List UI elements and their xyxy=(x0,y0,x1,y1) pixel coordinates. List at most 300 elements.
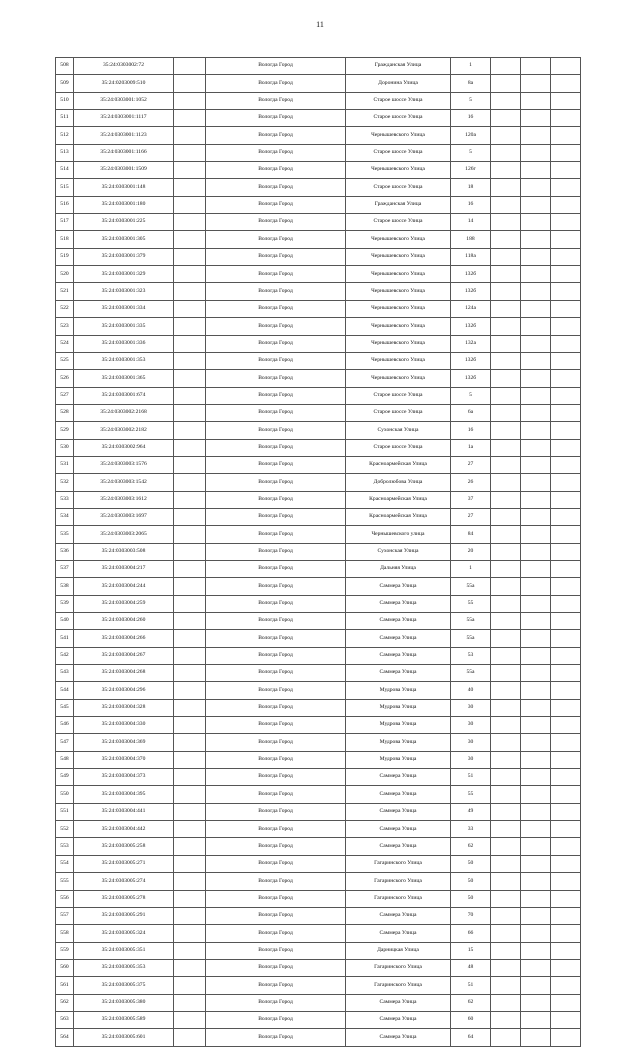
empty-cell xyxy=(174,439,206,456)
street-cell: Старое шоссе Улица xyxy=(346,439,451,456)
row-number-cell: 524 xyxy=(56,335,74,352)
empty-cell xyxy=(521,370,551,387)
table-row xyxy=(56,92,581,109)
empty-cell xyxy=(491,352,521,369)
empty-cell xyxy=(491,543,521,560)
empty-cell xyxy=(551,751,581,768)
street-cell: Чернышевского Улица xyxy=(346,248,451,265)
empty-cell xyxy=(521,300,551,317)
table-row xyxy=(56,821,581,838)
empty-cell xyxy=(174,543,206,560)
empty-cell xyxy=(174,335,206,352)
empty-cell xyxy=(174,873,206,890)
row-number-cell: 515 xyxy=(56,179,74,196)
empty-cell xyxy=(521,595,551,612)
table-row xyxy=(56,665,581,682)
table-row xyxy=(56,110,581,127)
row-number-cell: 554 xyxy=(56,855,74,872)
empty-cell xyxy=(551,456,581,473)
empty-cell xyxy=(491,162,521,179)
empty-cell xyxy=(551,248,581,265)
city-cell: Вологда Город xyxy=(206,786,346,803)
empty-cell xyxy=(551,1011,581,1028)
cadastral-number-cell: 35:24:0303001:335 xyxy=(74,318,174,335)
empty-cell xyxy=(174,907,206,924)
empty-cell xyxy=(491,92,521,109)
house-number-cell: 132а xyxy=(451,335,491,352)
empty-cell xyxy=(174,318,206,335)
empty-cell xyxy=(491,977,521,994)
empty-cell xyxy=(174,717,206,734)
empty-cell xyxy=(551,769,581,786)
city-cell: Вологда Город xyxy=(206,838,346,855)
cadastral-number-cell: 35:24:0303002:2182 xyxy=(74,422,174,439)
cadastral-number-cell: 35:24:0303005:351 xyxy=(74,942,174,959)
table-row xyxy=(56,1029,581,1046)
table-row xyxy=(56,595,581,612)
empty-cell xyxy=(551,404,581,421)
city-cell: Вологда Город xyxy=(206,439,346,456)
table-row xyxy=(56,942,581,959)
cadastral-number-cell: 35:24:0303004:244 xyxy=(74,578,174,595)
row-number-cell: 548 xyxy=(56,751,74,768)
street-cell: Дальняя Улица xyxy=(346,560,451,577)
street-cell: Доронина Улица xyxy=(346,75,451,92)
empty-cell xyxy=(174,196,206,213)
empty-cell xyxy=(491,526,521,543)
empty-cell xyxy=(174,977,206,994)
street-cell: Саммера Улица xyxy=(346,994,451,1011)
street-cell: Дарницкая Улица xyxy=(346,942,451,959)
empty-cell xyxy=(551,994,581,1011)
row-number-cell: 544 xyxy=(56,682,74,699)
city-cell: Вологда Город xyxy=(206,422,346,439)
empty-cell xyxy=(551,682,581,699)
table-row xyxy=(56,179,581,196)
city-cell: Вологда Город xyxy=(206,734,346,751)
empty-cell xyxy=(551,838,581,855)
empty-cell xyxy=(551,717,581,734)
table-row xyxy=(56,127,581,144)
empty-cell xyxy=(491,786,521,803)
city-cell: Вологда Город xyxy=(206,907,346,924)
empty-cell xyxy=(551,283,581,300)
table-row xyxy=(56,144,581,161)
table-row xyxy=(56,370,581,387)
empty-cell xyxy=(551,266,581,283)
table-row xyxy=(56,318,581,335)
street-cell: Сухонская Улица xyxy=(346,422,451,439)
empty-cell xyxy=(491,335,521,352)
house-number-cell: 8а xyxy=(451,75,491,92)
house-number-cell: 27 xyxy=(451,508,491,525)
row-number-cell: 562 xyxy=(56,994,74,1011)
empty-cell xyxy=(551,855,581,872)
empty-cell xyxy=(551,110,581,127)
empty-cell xyxy=(551,907,581,924)
city-cell: Вологда Город xyxy=(206,127,346,144)
empty-cell xyxy=(491,196,521,213)
empty-cell xyxy=(521,751,551,768)
house-number-cell: 14 xyxy=(451,214,491,231)
street-cell: Саммера Улица xyxy=(346,578,451,595)
empty-cell xyxy=(491,699,521,716)
empty-cell xyxy=(551,439,581,456)
street-cell: Чернышевского Улица xyxy=(346,318,451,335)
table-row xyxy=(56,647,581,664)
row-number-cell: 561 xyxy=(56,977,74,994)
street-cell: Мудрова Улица xyxy=(346,682,451,699)
cadastral-number-cell: 35:24:0303005:271 xyxy=(74,855,174,872)
street-cell: Старое шоссе Улица xyxy=(346,387,451,404)
house-number-cell: 55а xyxy=(451,578,491,595)
row-number-cell: 557 xyxy=(56,907,74,924)
empty-cell xyxy=(174,352,206,369)
house-number-cell: 48 xyxy=(451,959,491,976)
row-number-cell: 526 xyxy=(56,370,74,387)
house-number-cell: 118а xyxy=(451,248,491,265)
house-number-cell: 55 xyxy=(451,786,491,803)
row-number-cell: 549 xyxy=(56,769,74,786)
street-cell: Старое шоссе Улица xyxy=(346,144,451,161)
row-number-cell: 535 xyxy=(56,526,74,543)
city-cell: Вологда Город xyxy=(206,179,346,196)
empty-cell xyxy=(521,456,551,473)
empty-cell xyxy=(491,144,521,161)
house-number-cell: 26 xyxy=(451,474,491,491)
empty-cell xyxy=(521,508,551,525)
street-cell: Чернышевского улица xyxy=(346,526,451,543)
cadastral-number-cell: 35:24:0303003:1576 xyxy=(74,456,174,473)
empty-cell xyxy=(521,1011,551,1028)
empty-cell xyxy=(521,196,551,213)
row-number-cell: 551 xyxy=(56,803,74,820)
empty-cell xyxy=(551,578,581,595)
city-cell: Вологда Город xyxy=(206,456,346,473)
empty-cell xyxy=(174,110,206,127)
registry-rows xyxy=(56,58,581,1047)
cadastral-number-cell: 35:24:0303001:365 xyxy=(74,370,174,387)
row-number-cell: 508 xyxy=(56,58,74,75)
row-number-cell: 547 xyxy=(56,734,74,751)
street-cell: Гражданская Улица xyxy=(346,58,451,75)
empty-cell xyxy=(521,682,551,699)
table-row xyxy=(56,526,581,543)
empty-cell xyxy=(551,699,581,716)
row-number-cell: 532 xyxy=(56,474,74,491)
street-cell: Добролюбова Улица xyxy=(346,474,451,491)
house-number-cell: 18 xyxy=(451,179,491,196)
empty-cell xyxy=(491,942,521,959)
empty-cell xyxy=(174,283,206,300)
house-number-cell: 49 xyxy=(451,803,491,820)
empty-cell xyxy=(491,1011,521,1028)
street-cell: Саммера Улица xyxy=(346,907,451,924)
empty-cell xyxy=(521,110,551,127)
empty-cell xyxy=(521,855,551,872)
empty-cell xyxy=(174,751,206,768)
house-number-cell: 64 xyxy=(451,1029,491,1046)
row-number-cell: 523 xyxy=(56,318,74,335)
empty-cell xyxy=(491,248,521,265)
empty-cell xyxy=(521,803,551,820)
cadastral-number-cell: 35:24:0303004:441 xyxy=(74,803,174,820)
empty-cell xyxy=(491,58,521,75)
house-number-cell: 60 xyxy=(451,1011,491,1028)
cadastral-number-cell: 35:24:0303003:1697 xyxy=(74,508,174,525)
empty-cell xyxy=(551,786,581,803)
table-row xyxy=(56,578,581,595)
table-row xyxy=(56,560,581,577)
street-cell: Саммера Улица xyxy=(346,821,451,838)
row-number-cell: 530 xyxy=(56,439,74,456)
empty-cell xyxy=(174,838,206,855)
empty-cell xyxy=(491,994,521,1011)
empty-cell xyxy=(491,127,521,144)
empty-cell xyxy=(521,543,551,560)
empty-cell xyxy=(174,248,206,265)
row-number-cell: 533 xyxy=(56,491,74,508)
house-number-cell: 62 xyxy=(451,994,491,1011)
row-number-cell: 516 xyxy=(56,196,74,213)
house-number-cell: 66 xyxy=(451,925,491,942)
empty-cell xyxy=(174,613,206,630)
cadastral-number-cell: 35:24:0303005:375 xyxy=(74,977,174,994)
empty-cell xyxy=(521,214,551,231)
empty-cell xyxy=(551,474,581,491)
house-number-cell: 55а xyxy=(451,665,491,682)
city-cell: Вологда Город xyxy=(206,352,346,369)
empty-cell xyxy=(551,508,581,525)
empty-cell xyxy=(521,231,551,248)
table-row xyxy=(56,404,581,421)
city-cell: Вологда Город xyxy=(206,647,346,664)
street-cell: Чернышевского Улица xyxy=(346,352,451,369)
row-number-cell: 512 xyxy=(56,127,74,144)
table-row xyxy=(56,387,581,404)
empty-cell xyxy=(174,630,206,647)
house-number-cell: 5 xyxy=(451,387,491,404)
row-number-cell: 531 xyxy=(56,456,74,473)
street-cell: Старое шоссе Улица xyxy=(346,214,451,231)
empty-cell xyxy=(521,994,551,1011)
empty-cell xyxy=(521,526,551,543)
table-row xyxy=(56,231,581,248)
house-number-cell: 30 xyxy=(451,751,491,768)
street-cell: Чернышевского Улица xyxy=(346,266,451,283)
cadastral-number-cell: 35:24:0303001:1509 xyxy=(74,162,174,179)
empty-cell xyxy=(521,58,551,75)
city-cell: Вологда Город xyxy=(206,925,346,942)
city-cell: Вологда Город xyxy=(206,560,346,577)
table-row xyxy=(56,422,581,439)
table-row xyxy=(56,769,581,786)
empty-cell xyxy=(491,717,521,734)
empty-cell xyxy=(491,682,521,699)
street-cell: Саммера Улица xyxy=(346,803,451,820)
table-row xyxy=(56,786,581,803)
city-cell: Вологда Город xyxy=(206,283,346,300)
empty-cell xyxy=(174,1029,206,1046)
empty-cell xyxy=(521,75,551,92)
city-cell: Вологда Город xyxy=(206,977,346,994)
empty-cell xyxy=(551,560,581,577)
cadastral-number-cell: 35:24:0303005:589 xyxy=(74,1011,174,1028)
table-row xyxy=(56,352,581,369)
cadastral-number-cell: 35:24:0303001:1123 xyxy=(74,127,174,144)
city-cell: Вологда Город xyxy=(206,890,346,907)
empty-cell xyxy=(551,318,581,335)
house-number-cell: 132б xyxy=(451,318,491,335)
cadastral-number-cell: 35:24:0303004:395 xyxy=(74,786,174,803)
empty-cell xyxy=(551,543,581,560)
street-cell: Гагаринского Улица xyxy=(346,873,451,890)
table-row xyxy=(56,873,581,890)
cadastral-number-cell: 35:24:0303005:291 xyxy=(74,907,174,924)
empty-cell xyxy=(551,179,581,196)
empty-cell xyxy=(521,162,551,179)
house-number-cell: 16 xyxy=(451,110,491,127)
cadastral-number-cell: 35:24:0303001:334 xyxy=(74,300,174,317)
cadastral-number-cell: 35:24:0303002:72 xyxy=(74,58,174,75)
empty-cell xyxy=(174,266,206,283)
empty-cell xyxy=(491,110,521,127)
house-number-cell: 37 xyxy=(451,491,491,508)
empty-cell xyxy=(174,214,206,231)
city-cell: Вологда Город xyxy=(206,144,346,161)
empty-cell xyxy=(491,578,521,595)
empty-cell xyxy=(551,370,581,387)
street-cell: Саммера Улица xyxy=(346,595,451,612)
empty-cell xyxy=(551,231,581,248)
table-row xyxy=(56,855,581,872)
empty-cell xyxy=(491,370,521,387)
empty-cell xyxy=(551,162,581,179)
row-number-cell: 521 xyxy=(56,283,74,300)
empty-cell xyxy=(521,248,551,265)
cadastral-number-cell: 35:24:0303005:601 xyxy=(74,1029,174,1046)
cadastral-number-cell: 35:24:0303004:369 xyxy=(74,734,174,751)
row-number-cell: 545 xyxy=(56,699,74,716)
empty-cell xyxy=(491,647,521,664)
empty-cell xyxy=(521,977,551,994)
empty-cell xyxy=(521,786,551,803)
street-cell: Чернышевского Улица xyxy=(346,335,451,352)
empty-cell xyxy=(174,595,206,612)
empty-cell xyxy=(521,422,551,439)
city-cell: Вологда Город xyxy=(206,751,346,768)
empty-cell xyxy=(174,231,206,248)
empty-cell xyxy=(174,526,206,543)
city-cell: Вологда Город xyxy=(206,942,346,959)
empty-cell xyxy=(551,335,581,352)
empty-cell xyxy=(491,318,521,335)
empty-cell xyxy=(551,196,581,213)
empty-cell xyxy=(551,734,581,751)
cadastral-number-cell: 35:24:0303001:1117 xyxy=(74,110,174,127)
table-row xyxy=(56,439,581,456)
empty-cell xyxy=(491,75,521,92)
street-cell: Гагаринского Улица xyxy=(346,855,451,872)
empty-cell xyxy=(521,769,551,786)
page-number: 11 xyxy=(316,20,324,29)
empty-cell xyxy=(174,699,206,716)
cadastral-number-cell: 35:24:0303001:148 xyxy=(74,179,174,196)
row-number-cell: 560 xyxy=(56,959,74,976)
row-number-cell: 556 xyxy=(56,890,74,907)
city-cell: Вологда Город xyxy=(206,699,346,716)
street-cell: Гагаринского Улица xyxy=(346,977,451,994)
street-cell: Саммера Улица xyxy=(346,665,451,682)
empty-cell xyxy=(174,422,206,439)
empty-cell xyxy=(174,682,206,699)
empty-cell xyxy=(174,179,206,196)
empty-cell xyxy=(551,821,581,838)
empty-cell xyxy=(491,959,521,976)
city-cell: Вологда Город xyxy=(206,959,346,976)
empty-cell xyxy=(551,92,581,109)
cadastral-number-cell: 35:24:0303005:258 xyxy=(74,838,174,855)
city-cell: Вологда Город xyxy=(206,508,346,525)
street-cell: Красноармейская Улица xyxy=(346,491,451,508)
street-cell: Чернышевского Улица xyxy=(346,300,451,317)
empty-cell xyxy=(491,838,521,855)
table-row xyxy=(56,248,581,265)
city-cell: Вологда Город xyxy=(206,387,346,404)
cadastral-number-cell: 35:24:0303003:1612 xyxy=(74,491,174,508)
house-number-cell: 16 xyxy=(451,422,491,439)
street-cell: Чернышевского Улица xyxy=(346,162,451,179)
empty-cell xyxy=(174,58,206,75)
city-cell: Вологда Город xyxy=(206,300,346,317)
city-cell: Вологда Город xyxy=(206,630,346,647)
empty-cell xyxy=(551,942,581,959)
street-cell: Мудрова Улица xyxy=(346,699,451,716)
empty-cell xyxy=(491,855,521,872)
street-cell: Мудрова Улица xyxy=(346,751,451,768)
cadastral-number-cell: 35:24:0303001:180 xyxy=(74,196,174,213)
empty-cell xyxy=(551,959,581,976)
empty-cell xyxy=(521,665,551,682)
cadastral-number-cell: 35:24:0303004:373 xyxy=(74,769,174,786)
empty-cell xyxy=(174,404,206,421)
house-number-cell: 132б xyxy=(451,266,491,283)
empty-cell xyxy=(174,855,206,872)
street-cell: Саммера Улица xyxy=(346,769,451,786)
table-row xyxy=(56,508,581,525)
row-number-cell: 559 xyxy=(56,942,74,959)
city-cell: Вологда Город xyxy=(206,231,346,248)
empty-cell xyxy=(174,734,206,751)
table-row xyxy=(56,491,581,508)
row-number-cell: 525 xyxy=(56,352,74,369)
empty-cell xyxy=(521,318,551,335)
table-row xyxy=(56,994,581,1011)
cadastral-number-cell: 35:24:0203009:510 xyxy=(74,75,174,92)
city-cell: Вологда Город xyxy=(206,578,346,595)
empty-cell xyxy=(551,75,581,92)
city-cell: Вологда Город xyxy=(206,613,346,630)
street-cell: Чернышевского Улица xyxy=(346,127,451,144)
empty-cell xyxy=(521,352,551,369)
city-cell: Вологда Город xyxy=(206,682,346,699)
empty-cell xyxy=(491,630,521,647)
street-cell: Гагаринского Улица xyxy=(346,959,451,976)
empty-cell xyxy=(491,560,521,577)
city-cell: Вологда Город xyxy=(206,196,346,213)
table-row xyxy=(56,75,581,92)
cadastral-number-cell: 35:24:0303001:353 xyxy=(74,352,174,369)
